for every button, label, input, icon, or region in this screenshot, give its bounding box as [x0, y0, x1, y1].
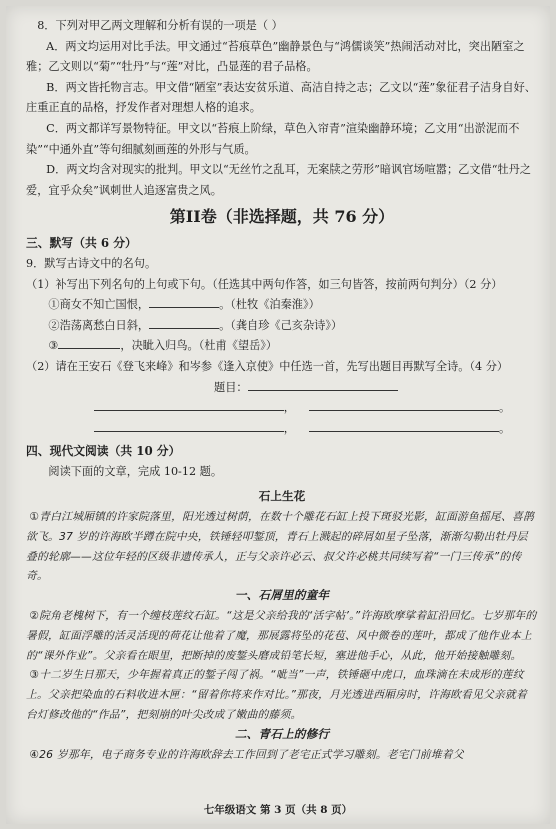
answer-blank-2[interactable]: [149, 317, 219, 329]
poem-blank[interactable]: [309, 398, 499, 411]
article-heading-1: 一、石屑里的童年: [234, 588, 330, 603]
exam-page: [6, 6, 550, 824]
q8-stem: 8．下列对甲乙两文理解和分析有误的一项是（ ）: [37, 19, 283, 32]
q8-option-b: B．两文皆托物言志。甲文借“陋室”表达安贫乐道、高洁自持之志；乙文以“莲”象征君子洁身自好、庄重正直的品格，抒发作者对理想人格的追求。: [26, 80, 536, 115]
topic-blank[interactable]: [248, 379, 398, 391]
article-heading-2: 二、青石上的修行: [234, 726, 330, 741]
poem-blank[interactable]: [309, 419, 499, 432]
page-footer: 七年级语文 第 3 页（共 8 页）: [203, 804, 353, 816]
section3-title: 三、默写（共 6 分）: [26, 236, 137, 251]
line1-prefix: ①商女不知亡国恨，: [48, 298, 150, 312]
poem-blank[interactable]: [94, 419, 284, 432]
q9-sub2: （2）请在王安石《登飞来峰》和岑参《逢入京使》中任选一首，先写出题目再默写全诗。（4 分）: [26, 359, 509, 373]
q9-line2: [26, 316, 538, 337]
line3-suffix: ，决眦入归鸟。（杜甫《望岳》）: [120, 339, 278, 353]
q9-line3: [26, 336, 538, 357]
comma-mark: ，: [283, 401, 295, 415]
q9-line1: [26, 295, 538, 316]
q8-option-a: A．两文均运用对比手法。甲文通过“苔痕草色”幽静景色与“鸿儒谈笑”热闹活动对比，突出陋室之雅；乙文则以“菊”“牡丹”与“莲”对比，凸显莲的君子品格。: [26, 39, 525, 74]
page-content: [26, 16, 538, 764]
reading-intro: 阅读下面的文章，完成 10-12 题。: [48, 464, 223, 478]
article-paragraph-4: ④26 岁那年，电子商务专业的许海欧辞去工作回到了老宅正式学习雕刻。老宅门前堆着父: [29, 747, 464, 761]
q8-option-c: C．两文都详写景物特征。甲文以“苔痕上阶绿，草色入帘青”渲染幽静环境；乙文用“出淤泥而不染”“中通外直”等句细腻刻画莲的外形与气质。: [26, 121, 520, 156]
q8-option-d: D．两文均含对现实的批判。甲文以“无丝竹之乱耳，无案牍之劳形”暗讽官场喧嚣；乙文借“牡丹之爱，宜乎众矣”讽刺世人追逐富贵之风。: [26, 163, 531, 197]
article-paragraph-1: ①青白江城厢镇的许家院落里，阳光透过树荫，在数十个雕花石缸上投下斑驳光影，缸面游鱼摇尾、喜鹊欲飞。37 岁的许海欧半蹲在院中央，铁锤轻叩錾顶，青石上溅起的碎屑如星子坠落，渐渐勾勒出牡丹层叠的轮廓——这位年轻的区级非遗传承人，正与父亲许必云、叔父许必桃共同续写着“一门三传承”的传奇。: [26, 510, 534, 583]
answer-blank-3[interactable]: [58, 337, 120, 349]
poem-blank-row-1: [66, 398, 538, 419]
comma-mark: ，: [283, 421, 295, 435]
article-title: 石上生花: [258, 489, 306, 504]
q9-stem: 9．默写古诗文中的名句。: [26, 256, 157, 270]
answer-blank-1[interactable]: [149, 296, 219, 308]
line2-prefix: ②浩荡离愁白日斜，: [48, 318, 150, 332]
poem-blank-row-2: [66, 419, 538, 440]
line2-suffix: 。（龚自珍《己亥杂诗》）: [219, 318, 343, 332]
article-paragraph-2: ②院角老槐树下，有一个缠枝莲纹石缸。“这是父亲给我的‘活字帖’。”许海欧摩挲着缸沿回忆。七岁那年的暑假，缸面浮雕的活灵活现的荷花让他着了魔，那展露将坠的花苞、风中微卷的莲叶，都成了他作业本上的“课外作业”。父亲看在眼里，把断掉的废錾头磨成铅笔长短，塞进他手心，从此，他开始接触雕刻。: [26, 609, 537, 662]
topic-label: 题目：: [214, 380, 248, 394]
period-mark: 。: [499, 401, 511, 415]
article-body: [26, 507, 538, 764]
line3-prefix: ③: [48, 339, 59, 353]
part2-title: 第II卷（非选择题，共 76 分）: [169, 207, 395, 227]
article-paragraph-3: ③十二岁生日那天，少年握着真正的錾子闯了祸。“呲当”一声，铁锤砸中虎口，血珠滴在未成形的莲纹上。父亲把染血的石料收进木匣：“留着你将来作对比。”那夜，月光透进西厢房时，许海欧看见父亲就着台灯修改他的“作品”，把刻崩的叶尖改成了嫩曲的藤须。: [26, 668, 528, 722]
q9-sub1: （1）补写出下列名句的上句或下句。（任选其中两句作答，如三句皆答，按前两句判分）（2 分）: [26, 277, 503, 291]
topic-line: [26, 378, 538, 399]
section4-title: 四、现代文阅读（共 10 分）: [26, 444, 181, 459]
period-mark: 。: [499, 421, 511, 435]
line1-suffix: 。（杜牧《泊秦淮》）: [219, 298, 320, 312]
poem-blank[interactable]: [94, 398, 284, 411]
